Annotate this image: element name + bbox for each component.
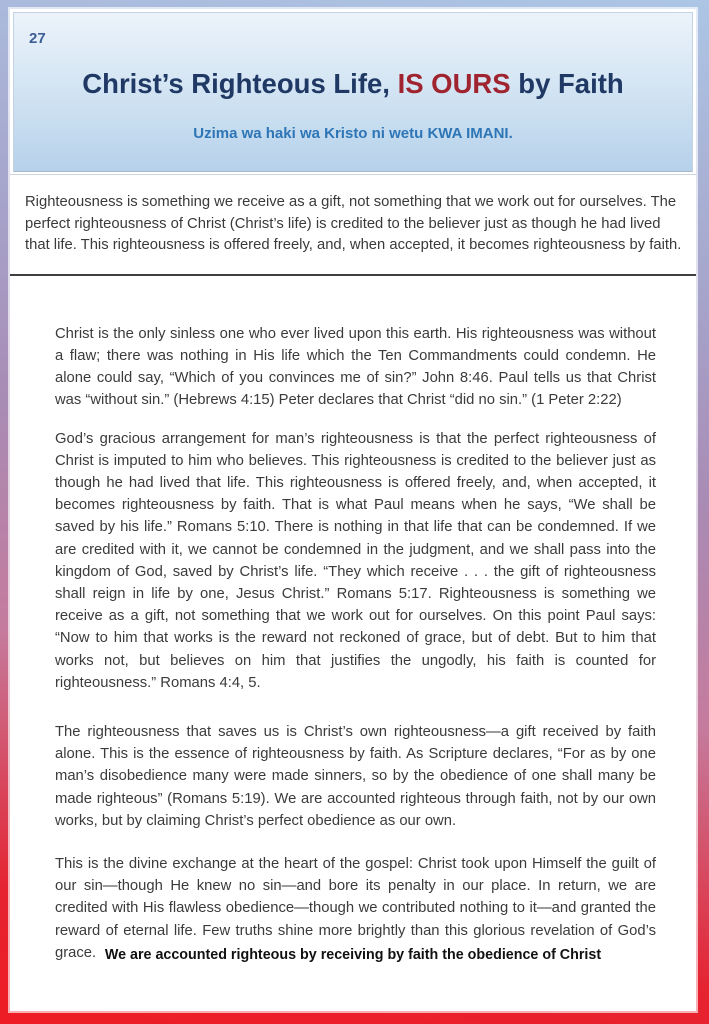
intro-paragraph: Righteousness is something we receive as a gift, not something that we work out for ourselves. The perfect righteousness of Christ (Christ’s life) is credited to the believer just as though he had lived that life. This righteousness is offered freely, and, when accepted, it becomes righteousness by faith. <box>25 194 682 254</box>
document-page <box>10 9 696 1011</box>
page-number: 27 <box>29 30 46 47</box>
body-paragraph: The righteousness that saves us is Christ’s own righteousness—a gift received by faith alone. This is the essence of righteousness by faith. As Scripture declares, “For as by one man’s disobedience many were made sinners, so by the obedience of one shall many be made righteous” (Romans 5:19). We are accounted righteous through faith, not by our own works, but by claiming Christ’s perfect obedience as our own. <box>55 724 656 829</box>
page-title-accent: IS OURS <box>397 68 511 99</box>
intro-section <box>10 174 696 257</box>
footer-statement: We are accounted righteous by receiving by faith the obedience of Christ <box>104 947 602 963</box>
body-paragraph: This is the divine exchange at the heart of the gospel: Christ took upon Himself the guilt of our sin—though He knew no sin—and bore its penalty in our place. In return, we are credited with His flawless obedience—though we contributed nothing to it—and granted the reward of eternal life. Few truths shine more brightly than this glorious revelation of God’s grace. <box>55 856 656 961</box>
body-section <box>10 276 696 964</box>
header-banner <box>13 12 693 172</box>
body-paragraph: God’s gracious arrangement for man’s righteousness is that the perfect righteousness of Christ is imputed to him who believes. This righteousness is credited to the believer just as though he had lived that life. This righteousness is offered freely, and, when accepted, it becomes righteousness by faith. That is what Paul means when he says, “We shall be saved by his life.” Romans 5:10. There is nothing in that life that can be condemned. If we are credited with it, we cannot be condemned in the judgment, and we shall pass into the kingdom of God, saved by Christ’s life. “They which receive . . . the gift of righteousness shall reign in life by one, Jesus Christ.” Romans 5:17. Righteousness is something we receive as a gift, not something that we work out for ourselves. On this point Paul says: “Now to him that works is the reward not reckoned of grace, but of debt. But to him that works not, but believes on him that justifies the ungodly, his faith is counted for righteousness.” Romans 4:4, 5. <box>55 430 656 691</box>
page-title <box>14 13 692 99</box>
page-title-part3: by Faith <box>510 68 624 99</box>
body-paragraph: Christ is the only sinless one who ever lived upon this earth. His righteousness was without a flaw; there was nothing in His life which the Ten Commandments could condemn. He alone could say, “Which of you convinces me of sin?” John 8:46. Paul tells us that Christ was “without sin.” (Hebrews 4:15) Peter declares that Christ “did no sin.” (1 Peter 2:22) <box>55 325 656 409</box>
page-title-part1: Christ’s Righteous Life, <box>82 68 398 99</box>
subtitle-swahili: Uzima wa haki wa Kristo ni wetu KWA IMANI. <box>193 125 513 143</box>
